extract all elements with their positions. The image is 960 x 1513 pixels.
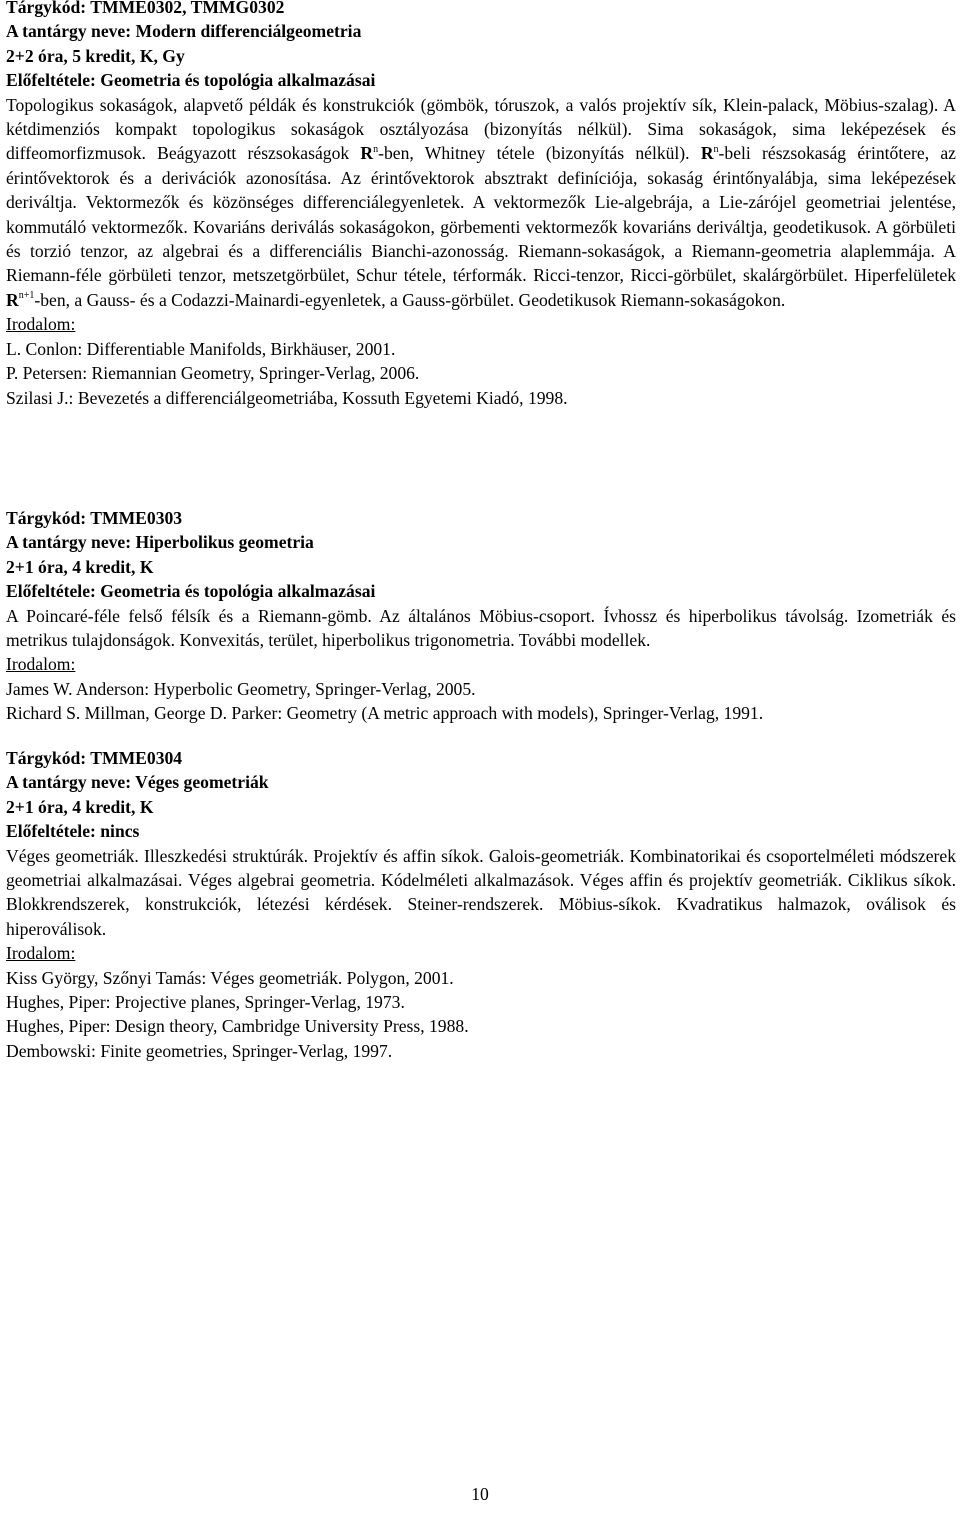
reference-item: P. Petersen: Riemannian Geometry, Springer-Verlag, 2006. (6, 363, 420, 384)
reference-item: Szilasi J.: Bevezetés a differenciálgeometriába, Kossuth Egyetemi Kiadó, 1998. (6, 387, 568, 408)
reference-item: Richard S. Millman, George D. Parker: Geometry (A metric approach with models), Springer-Verlag, 1991. (6, 703, 764, 724)
course-description: A Poincaré-féle felső félsík és a Riemann-gömb. Az általános Möbius-csoport. Ívhossz és hiperbolikus távolság. Izometriák és metrikus tulajdonságok. Konvexitás, terület, hiperbolikus trigonometria. További modellek. (6, 605, 956, 651)
literature-heading: Irodalom: (6, 943, 76, 964)
symbol-r: R (700, 143, 714, 164)
course-code: Tárgykód: TMME0302, TMMG0302 (6, 0, 285, 17)
reference-item: L. Conlon: Differentiable Manifolds, Birkhäuser, 2001. (6, 338, 396, 359)
reference-item: Hughes, Piper: Design theory, Cambridge University Press, 1988. (6, 1016, 469, 1037)
symbol-r: R (6, 289, 19, 310)
course-block-tmme0302 (6, 0, 956, 410)
superscript: n (373, 143, 379, 155)
superscript: n+1 (18, 290, 35, 302)
course-code: Tárgykód: TMME0304 (6, 748, 183, 768)
reference-item: Hughes, Piper: Projective planes, Springer-Verlag, 1973. (6, 992, 405, 1013)
superscript: n (713, 143, 719, 155)
course-hours: 2+1 óra, 4 kredit, K (6, 556, 154, 577)
course-hours: 2+2 óra, 5 kredit, K, Gy (6, 45, 185, 66)
course-name: A tantárgy neve: Véges geometriák (6, 772, 269, 793)
literature-heading: Irodalom: (6, 654, 76, 675)
course-description (6, 93, 956, 313)
course-prerequisite: Előfeltétele: Geometria és topológia alkalmazásai (6, 70, 376, 91)
desc-text: Topologikus sokaságok, alapvető példák és konstrukciók (gömbök, tóruszok, a valós projektív sík, Klein-palack, Möbius-szalag). A kétdimenziós kompakt topologikus sokaságok osztályozása (bizonyítás nélkül). Sima sokaságok, sima leképezések és diffeomorfizmusok. Beágyazott részsokaságok (6, 94, 956, 164)
desc-text: -ben, a Gauss- és a Codazzi-Mainardi-egyenletek, a Gauss-görbület. Geodetikusok Riemann-sokaságokon. (34, 289, 786, 310)
course-block-tmme0304 (6, 746, 956, 1063)
course-prerequisite: Előfeltétele: Geometria és topológia alkalmazásai (6, 581, 376, 602)
course-code: Tárgykód: TMME0303 (6, 508, 183, 528)
course-name: A tantárgy neve: Modern differenciálgeometria (6, 21, 362, 42)
course-hours: 2+1 óra, 4 kredit, K (6, 796, 154, 817)
page-number: 10 (471, 1484, 489, 1504)
symbol-r: R (360, 143, 374, 164)
course-name: A tantárgy neve: Hiperbolikus geometria (6, 532, 314, 553)
reference-item: James W. Anderson: Hyperbolic Geometry, Springer-Verlag, 2005. (6, 678, 476, 699)
desc-text: -beli részsokaság érintőtere, az érintővektorok és a derivációk azonosítása. Az érintővektorok absztrakt definíciója, sokaság érintőnyalábja, sima leképezések deriváltja. Vektormezők és közönséges differenciálegyenletek. A vektormezők Lie-algebrája, a Lie-zárójel geometriai jelentése, kommutáló vektormezők. Kovariáns deriválás sokaságokon, görbementi vektormezők kovariáns deriváltja, geodetikusok. A görbületi és torzió tenzor, az algebrai és a differenciális Bianchi-azonosság. Riemann-sokaságok, a Riemann-geometria alaplemmája. A Riemann-féle görbületi tenzor, metszetgörbület, Schur tétele, térformák. Ricci-tenzor, Ricci-görbület, skalárgörbület. Hiperfelületek (6, 143, 956, 286)
literature-heading: Irodalom: (6, 314, 76, 335)
course-description: Véges geometriák. Illeszkedési struktúrák. Projektív és affin síkok. Galois-geometriák. Kombinatorikai és csoportelméleti módszerek geometriai alkalmazásai. Véges algebrai geometria. Kódelméleti alkalmazások. Véges affin és projektív geometriák. Ciklikus síkok. Blokkrendszerek, konstrukciók, létezési kérdések. Steiner-rendszerek. Möbius-síkok. Kvadratikus halmazok, oválisok és hiperoválisok. (6, 845, 956, 939)
reference-item: Kiss György, Szőnyi Tamás: Véges geometriák. Polygon, 2001. (6, 967, 454, 988)
course-prerequisite: Előfeltétele: nincs (6, 821, 140, 842)
desc-text: -ben, Whitney tétele (bizonyítás nélkül). (378, 143, 701, 164)
course-block-tmme0303 (6, 506, 956, 726)
reference-item: Dembowski: Finite geometries, Springer-Verlag, 1997. (6, 1040, 393, 1061)
